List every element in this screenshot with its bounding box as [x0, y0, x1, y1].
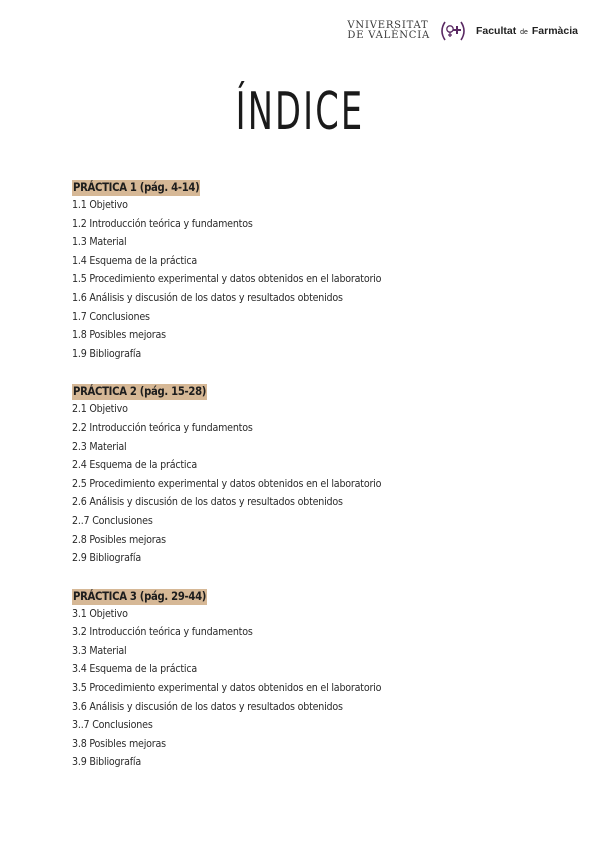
toc-item: 2.9 Bibliografía — [72, 552, 141, 565]
toc-item: 3.2 Introducción teórica y fundamentos — [72, 626, 253, 639]
toc-item: 2.8 Posibles mejoras — [72, 533, 166, 546]
toc-section-practica-2 — [72, 380, 552, 567]
toc-item: 1.4 Esquema de la práctica — [72, 254, 198, 267]
table-of-contents — [72, 176, 552, 789]
faculty-discipline: Farmàcia — [531, 25, 578, 37]
toc-item: 1.8 Posibles mejoras — [72, 329, 166, 342]
toc-item: 1.1 Objetivo — [72, 199, 128, 211]
toc-item: 2.1 Objetivo — [72, 403, 128, 416]
section-heading: PRÁCTICA 3 (pág. 29-44) — [73, 589, 207, 603]
page-header — [347, 20, 578, 42]
toc-item: 3.3 Material — [72, 644, 127, 657]
toc-item: 3..7 Conclusiones — [72, 719, 153, 732]
toc-item: 2.2 Introducción teórica y fundamentos — [72, 421, 253, 434]
university-logo — [347, 21, 430, 41]
toc-item: 1.5 Procedimiento experimental y datos obtenidos en el laboratorio — [72, 273, 382, 286]
toc-item: 3.6 Análisis y discusión de los datos y resultados obtenidos — [72, 700, 343, 713]
toc-item: 2..7 Conclusiones — [72, 514, 153, 527]
section-heading: PRÁCTICA 1 (pág. 4-14) — [73, 181, 200, 194]
toc-item: 2.6 Análisis y discusión de los datos y resultados obtenidos — [72, 496, 343, 509]
toc-item: 1.7 Conclusiones — [72, 310, 150, 323]
toc-item: 2.3 Material — [72, 440, 127, 453]
section-items — [72, 196, 552, 363]
toc-item: 1.3 Material — [72, 236, 127, 249]
section-items — [72, 400, 552, 567]
toc-item: 3.4 Esquema de la práctica — [72, 663, 198, 676]
toc-item: 3.9 Bibliografía — [72, 756, 141, 769]
faculty-connector: de — [520, 29, 528, 36]
toc-item: 1.6 Análisis y discusión de los datos y resultados obtenidos — [72, 291, 343, 304]
toc-item: 1.2 Introducción teórica y fundamentos — [72, 217, 253, 230]
university-name-line2: DE VALÈNCIA — [347, 30, 430, 41]
toc-item: 1.9 Bibliografía — [72, 347, 141, 360]
toc-item: 2.4 Esquema de la práctica — [72, 459, 198, 472]
section-heading: PRÁCTICA 2 (pág. 15-28) — [73, 385, 207, 399]
toc-item: 3.1 Objetivo — [72, 607, 128, 620]
university-name-line1: VNIVERSITAT — [347, 20, 429, 31]
toc-item: 3.5 Procedimiento experimental y datos obtenidos en el laboratorio — [72, 682, 382, 695]
section-items — [72, 605, 552, 772]
toc-item: 3.8 Posibles mejoras — [72, 737, 166, 750]
toc-item: 2.5 Procedimiento experimental y datos obtenidos en el laboratorio — [72, 477, 382, 490]
toc-section-practica-3 — [72, 585, 552, 772]
page-title: ÍNDICE — [235, 82, 365, 142]
faculty-name — [476, 25, 578, 37]
toc-section-practica-1 — [72, 176, 552, 363]
university-seal-icon — [436, 20, 470, 42]
faculty-prefix: Facultat — [475, 25, 517, 37]
